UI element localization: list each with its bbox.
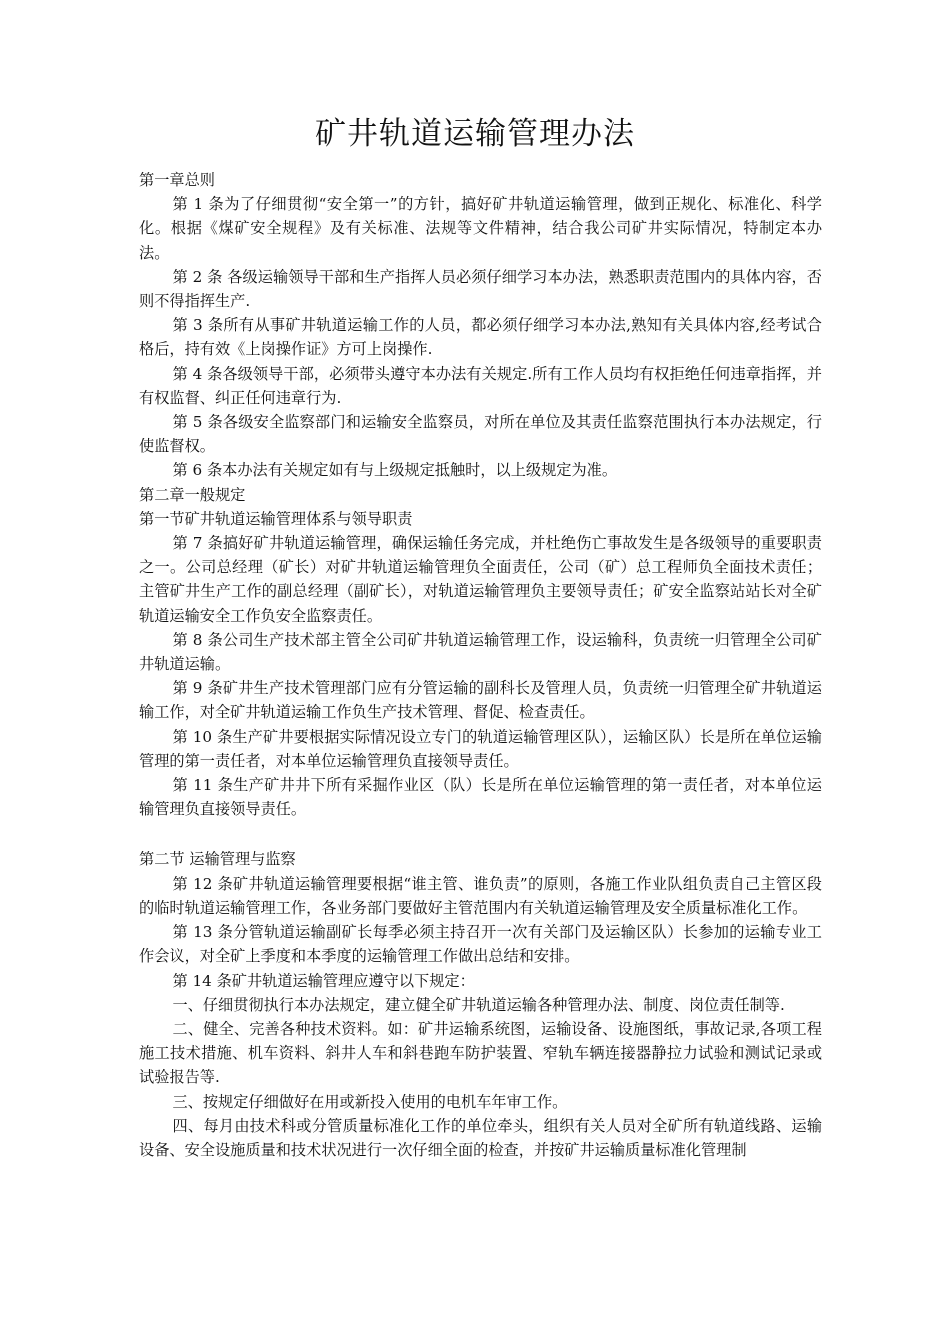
blank-line: [139, 821, 822, 847]
article-14: 第 14 条矿井轨道运输管理应遵守以下规定：: [172, 971, 475, 990]
article-5: 第 5 条各级安全监察部门和运输安全监察员，对所在单位及其责任监察范围执行本办法规定，行使监督权。: [139, 413, 822, 456]
article-11: 第 11 条生产矿井井下所有采掘作业区（队）长是所在单位运输管理的第一责任者，对本单位运输管理负直接领导责任。: [139, 776, 822, 819]
article-10: 第 10 条生产矿井要根据实际情况设立专门的轨道运输管理区队），运输区队）长是所在单位运输管理的第一责任者，对本单位运输管理负直接领导责任。: [139, 727, 822, 770]
article-9: 第 9 条矿井生产技术管理部门应有分管运输的副科长及管理人员，负责统一归管理全矿井轨道运输工作，对全矿井轨道运输工作负生产技术管理、督促、检查责任。: [139, 679, 822, 722]
article-8: 第 8 条公司生产技术部主管全公司矿井轨道运输管理工作，设运输科，负责统一归管理全公司矿井轨道运输。: [139, 630, 822, 674]
article-1: 第 1 条为了仔细贯彻“安全第一”的方针，搞好矿井轨道运输管理，做到正规化、标准化、科学化。根据《煤矿安全规程》及有关标准、法规等文件精神，结合我公司矿井实际情况，特制定本办法。: [139, 195, 822, 262]
article-2: 第 2 条 各级运输领导干部和生产指挥人员必须仔细学习本办法，熟悉职责范围内的具体内容，否则不得指挥生产.: [139, 267, 822, 311]
article-4: 第 4 条各级领导干部，必须带头遵守本办法有关规定.所有工作人员均有权拒绝任何违章指挥，并有权监督、纠正任何违章行为.: [139, 364, 822, 407]
list-item-3: 三、按规定仔细做好在用或新投入使用的电机车年审工作。: [172, 1092, 568, 1111]
article-6: 第 6 条本办法有关规定如有与上级规定抵触时，以上级规定为准。: [172, 461, 618, 480]
list-item-2: 二、健全、完善各种技术资料。如：矿井运输系统图，运输设备、设施图纸，事故记录,各项工程施工技术措施、机车资料、斜井人车和斜巷跑车防护装置、窄轨车辆连接器静拉力试验和测试记录或试验报告等.: [139, 1019, 822, 1087]
section-1-heading: 第一节矿井轨道运输管理体系与领导职责: [139, 509, 413, 528]
document-body: [139, 168, 822, 1162]
article-12: 第 12 条矿井轨道运输管理要根据“谁主管、谁负责”的原则，各施工作业队组负责自己主管区段的临时轨道运输管理工作，各业务部门要做好主管范围内有关轨道运输管理及安全质量标准化工作。: [139, 874, 822, 917]
chapter-1-heading: 第一章总则: [139, 171, 215, 189]
document-title: 矿井轨道运输管理办法: [315, 116, 635, 152]
chapter-2-heading: 第二章一般规定: [139, 485, 246, 504]
article-13: 第 13 条分管轨道运输副矿长每季必须主持召开一次有关部门及运输区队）长参加的运输专业工作会议，对全矿上季度和本季度的运输管理工作做出总结和安排。: [139, 923, 822, 966]
article-3: 第 3 条所有从事矿井轨道运输工作的人员，都必须仔细学习本办法,熟知有关具体内容,经考试合格后，持有效《上岗操作证》方可上岗操作.: [139, 316, 822, 359]
list-item-4: 四、每月由技术科或分管质量标准化工作的单位牵头，组织有关人员对全矿所有轨道线路、运输设备、安全设施质量和技术状况进行一次仔细全面的检查，并按矿井运输质量标准化管理制: [139, 1116, 822, 1159]
section-2-heading: 第二节 运输管理与监察: [139, 850, 296, 869]
list-item-1: 一、仔细贯彻执行本办法规定，建立健全矿井轨道运输各种管理办法、制度、岗位责任制等.: [172, 995, 785, 1014]
article-7: 第 7 条搞好矿井轨道运输管理，确保运输任务完成，并杜绝伤亡事故发生是各级领导的重要职责之一。公司总经理（矿长）对矿井轨道运输管理负全面责任，公司（矿）总工程师负全面技术责任；主管矿井生产工作的副总经理（副矿长），对轨道运输管理负主要领导责任；矿安全监察站站长对全矿轨道运输安全工作负安全监察责任。: [139, 534, 822, 625]
